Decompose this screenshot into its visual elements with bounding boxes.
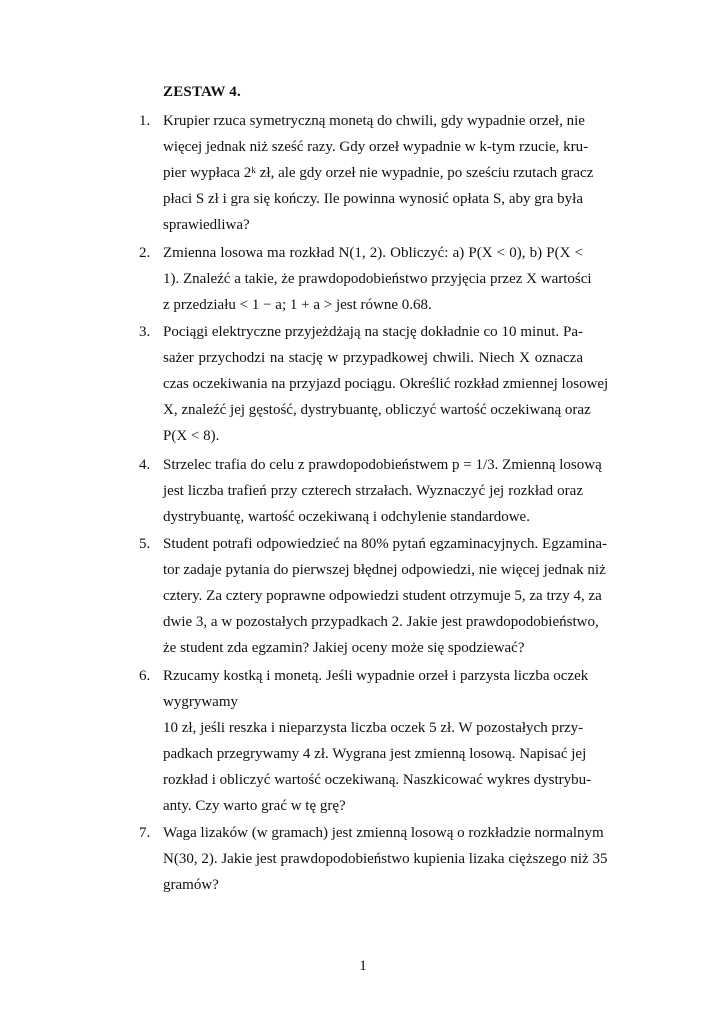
problem-number: 7. xyxy=(139,825,151,841)
problem-line: Waga lizaków (w gramach) jest zmienną losową o rozkładzie normalnym xyxy=(163,825,604,841)
problem-line: sprawiedliwa? xyxy=(163,217,250,233)
problem-line: P(X < 8). xyxy=(163,428,220,444)
problem-line: dwie 3, a w pozostałych przypadkach 2. Jakie jest prawdopodobieństwo, xyxy=(163,614,599,630)
problem-line: anty. Czy warto grać w tę grę? xyxy=(163,798,346,814)
problem-number: 6. xyxy=(139,668,151,684)
problem-line: cztery. Za cztery poprawne odpowiedzi student otrzymuje 5, za trzy 4, za xyxy=(163,588,602,604)
problem-line: rozkład i obliczyć wartość oczekiwaną. Naszkicować wykres dystrybu- xyxy=(163,772,592,788)
problem-line: 10 zł, jeśli reszka i nieparzysta liczba oczek 5 zł. W pozostałych przy- xyxy=(163,720,584,736)
problem-line: X, znaleźć jej gęstość, dystrybuantę, obliczyć wartość oczekiwaną oraz xyxy=(163,402,591,418)
problem-line: N(30, 2). Jakie jest prawdopodobieństwo kupienia lizaka cięższego niż 35 xyxy=(163,851,608,867)
problem-number: 2. xyxy=(139,245,151,261)
problem-number: 4. xyxy=(139,457,151,473)
problem-line: sażer przychodzi na stację w przypadkowej chwili. Niech X oznacza xyxy=(163,350,583,366)
problem-line: że student zda egzamin? Jakiej oceny może się spodziewać? xyxy=(163,640,525,656)
problem-line: jest liczba trafień przy czterech strzałach. Wyznaczyć jej rozkład oraz xyxy=(163,483,583,499)
problem-line: padkach przegrywamy 4 zł. Wygrana jest zmienną losową. Napisać jej xyxy=(163,746,587,762)
problem-number: 3. xyxy=(139,324,151,340)
problem-number: 1. xyxy=(139,113,151,129)
problem-line: tor zadaje pytania do pierwszej błędnej odpowiedzi, nie więcej jednak niż xyxy=(163,562,606,578)
problem-line: z przedziału < 1 − a; 1 + a > jest równe 0.68. xyxy=(163,297,432,313)
problem-line: Strzelec trafia do celu z prawdopodobieństwem p = 1/3. Zmienną losową xyxy=(163,457,602,473)
page-number: 1 xyxy=(359,958,367,974)
problem-line: Zmienna losowa ma rozkład N(1, 2). Obliczyć: a) P(X < 0), b) P(X < xyxy=(163,245,583,261)
problem-line: 1). Znaleźć a takie, że prawdopodobieństwo przyjęcia przez X wartości xyxy=(163,271,592,287)
problem-line: Student potrafi odpowiedzieć na 80% pytań egzaminacyjnych. Egzamina- xyxy=(163,536,608,552)
problem-line: płaci S zł i gra się kończy. Ile powinna wynosić opłata S, aby gra była xyxy=(163,191,583,207)
problem-line: Rzucamy kostką i monetą. Jeśli wypadnie orzeł i parzysta liczba oczek xyxy=(163,668,589,684)
problem-line: więcej jednak niż sześć razy. Gdy orzeł wypadnie w k-tym rzucie, kru- xyxy=(163,139,589,155)
problem-line: Krupier rzuca symetryczną monetą do chwili, gdy wypadnie orzeł, nie xyxy=(163,113,585,129)
problem-line: dystrybuantę, wartość oczekiwaną i odchylenie standardowe. xyxy=(163,509,530,525)
problem-line: czas oczekiwania na przyjazd pociągu. Określić rozkład zmiennej losowej xyxy=(163,376,609,392)
problem-line: gramów? xyxy=(163,877,219,893)
page-title: ZESTAW 4. xyxy=(163,84,241,100)
problem-line: Pociągi elektryczne przyjeżdżają na stację dokładnie co 10 minut. Pa- xyxy=(163,324,583,340)
problem-line: pier wypłaca 2ᵏ zł, ale gdy orzeł nie wypadnie, po sześciu rzutach gracz xyxy=(163,165,594,181)
problem-line: wygrywamy xyxy=(163,694,238,710)
problem-number: 5. xyxy=(139,536,151,552)
